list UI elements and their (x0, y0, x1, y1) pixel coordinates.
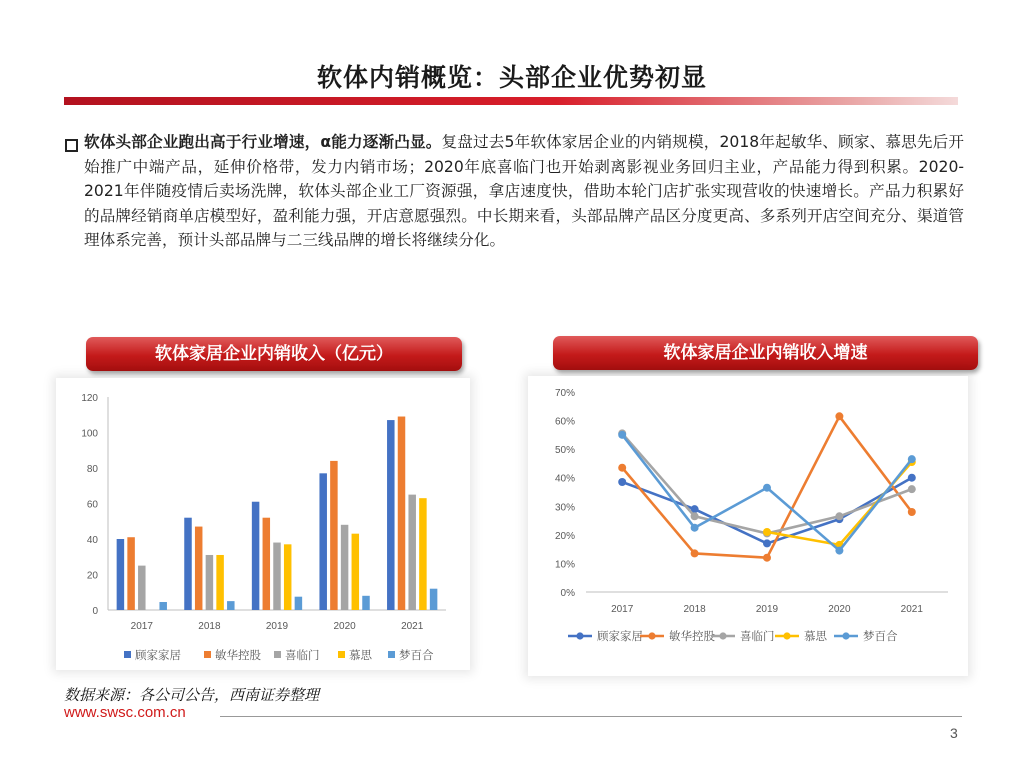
bullet-body-text: 复盘过去5年软体家居企业的内销规模，2018年起敏华、顾家、慕思先后开始推广中端产品，延伸价格带，发力内销市场；2020年底喜临门也开始剥离影视业务回归主业，产品能力得到积累。2020-2021年伴随疫情后卖场洗牌，软体头部企业工厂资源强，拿店速度快，借助本轮门店扩张实现营收的快速增长。产品力积累好的品牌经销商单店模型好，盈利能力强，开店意愿强烈。中长期来看，头部品牌产品区分度更高、多系列开店空间充分、渠道管理体系完善，预计头部品牌与二三线品牌的增长将继续分化。 (84, 133, 965, 250)
legend-label: 敏华控股 (669, 631, 715, 643)
bar (127, 537, 135, 610)
bar (330, 461, 338, 610)
x-tick-label: 2020 (333, 621, 356, 632)
x-tick-label: 2019 (265, 621, 289, 632)
bar (216, 555, 224, 610)
data-point (835, 547, 843, 555)
title-underline-bar (64, 97, 958, 105)
y-tick-label: 60 (86, 499, 98, 511)
legend-marker (648, 632, 655, 639)
legend-marker (842, 632, 849, 639)
y-tick-label: 0 (92, 606, 98, 617)
bar (206, 555, 214, 610)
bar-chart-panel (56, 378, 470, 670)
data-point (908, 455, 916, 463)
bar (362, 596, 370, 610)
line-chart-panel (528, 376, 968, 676)
legend-swatch (124, 651, 131, 658)
y-tick-label: 40% (554, 473, 575, 485)
data-point (908, 485, 916, 493)
x-tick-label: 2021 (401, 621, 424, 632)
bar (284, 544, 292, 610)
bar (387, 420, 395, 610)
legend-marker (783, 632, 790, 639)
y-tick-label: 10% (554, 559, 575, 571)
data-point (691, 524, 699, 532)
y-tick-label: 0% (560, 588, 575, 599)
legend-swatch (388, 651, 395, 658)
legend-label: 梦百合 (399, 650, 434, 662)
y-tick-label: 80 (86, 464, 98, 475)
bullet-square-icon (65, 139, 78, 152)
data-point (763, 539, 771, 547)
page-number: 3 (950, 725, 958, 741)
right-chart-title: 软体家居企业内销收入增速 (553, 336, 978, 370)
bar (252, 502, 260, 610)
slide-title: 软体内销概览：头部企业优势初显 (316, 63, 707, 92)
legend-label: 喜临门 (285, 650, 320, 662)
x-tick-label: 2017 (611, 604, 634, 615)
bar (352, 534, 360, 610)
x-tick-label: 2018 (683, 604, 706, 615)
bar-chart (56, 378, 470, 670)
data-point (691, 512, 699, 520)
bar (408, 495, 416, 610)
x-tick-label: 2017 (130, 621, 153, 632)
company-url: www.swsc.com.cn (64, 704, 186, 721)
data-point (618, 478, 626, 486)
x-tick-label: 2021 (900, 604, 923, 615)
legend-label: 顾家家居 (135, 650, 181, 662)
data-point (908, 508, 916, 516)
x-tick-label: 2019 (755, 604, 779, 615)
data-point (908, 474, 916, 482)
y-tick-label: 30% (554, 502, 575, 514)
bar (117, 539, 125, 610)
y-tick-label: 20 (86, 570, 98, 582)
y-tick-label: 60% (554, 416, 575, 428)
legend-swatch (204, 651, 211, 658)
data-point (835, 512, 843, 520)
data-point (618, 464, 626, 472)
bar (159, 602, 167, 610)
bullet-paragraph (84, 130, 964, 253)
bar (319, 473, 327, 610)
y-tick-label: 100 (81, 428, 98, 440)
bar (227, 601, 235, 610)
y-tick-label: 20% (554, 530, 575, 542)
bar (398, 417, 406, 610)
x-tick-label: 2018 (198, 621, 221, 632)
legend-marker (576, 632, 583, 639)
data-source-note: 数据来源：各公司公告，西南证券整理 (64, 686, 320, 704)
left-chart-title: 软体家居企业内销收入（亿元） (86, 337, 462, 371)
bullet-lead-text: 软体头部企业跑出高于行业增速，α能力逐渐凸显。 (84, 133, 442, 151)
bar (273, 543, 281, 610)
y-tick-label: 50% (554, 445, 575, 457)
y-tick-label: 40 (86, 535, 98, 546)
bar (295, 597, 303, 610)
data-point (618, 431, 626, 439)
bar (184, 518, 192, 610)
bar (263, 518, 271, 610)
bar (419, 498, 427, 610)
legend-label: 梦百合 (863, 631, 898, 643)
data-point (763, 484, 771, 492)
y-tick-label: 70% (554, 388, 575, 399)
bar (341, 525, 349, 610)
series-line (767, 462, 912, 545)
x-tick-label: 2020 (828, 604, 851, 615)
bar (138, 566, 146, 610)
data-point (691, 549, 699, 557)
legend-swatch (274, 651, 281, 658)
bar (430, 589, 438, 610)
footer-divider (220, 716, 962, 717)
legend-label: 顾家家居 (597, 631, 643, 643)
legend-label: 喜临门 (740, 631, 775, 643)
y-tick-label: 120 (81, 393, 98, 404)
data-point (763, 554, 771, 562)
legend-label: 慕思 (349, 650, 372, 662)
data-point (763, 528, 771, 536)
legend-marker (719, 632, 726, 639)
legend-label: 慕思 (804, 631, 827, 643)
legend-label: 敏华控股 (215, 650, 261, 662)
legend-swatch (338, 651, 345, 658)
data-point (835, 412, 843, 420)
line-chart (528, 376, 968, 676)
bar (195, 527, 203, 610)
